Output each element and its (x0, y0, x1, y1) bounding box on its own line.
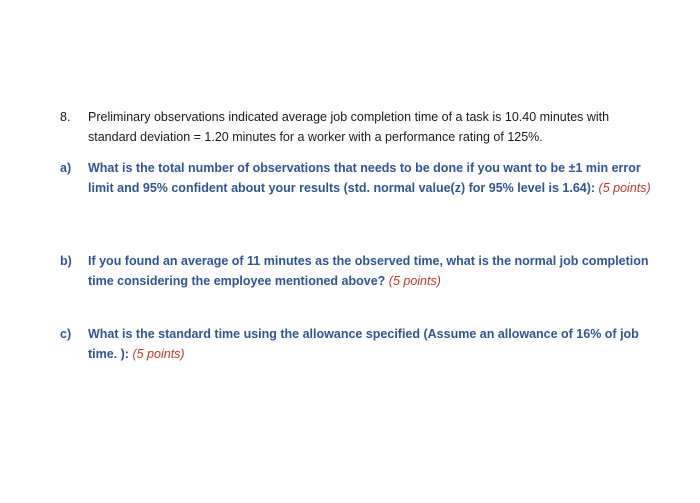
part-b-text: If you found an average of 11 minutes as the observed time, what is the normal job completion time considering the employee mentioned above? (88, 254, 649, 288)
question-number: 8. (60, 110, 71, 124)
part-c-points: (5 points) (132, 347, 185, 361)
part-c-label: c) (60, 327, 72, 341)
question-8-text: Preliminary observations indicated average job completion time of a task is 10.40 minutes with standard deviation = 1.20 minutes for a worker with a performance rating of 125%. (88, 110, 610, 144)
part-a-text: What is the total number of observations that needs to be done if you want to be ±1 min error limit and 95% confident about your results (std. normal value(z) for 95% level is 1.64): (88, 161, 641, 195)
part-b-points: (5 points) (388, 274, 441, 288)
part-c-text: What is the standard time using the allowance specified (Assume an allowance of 16% of job time. ): (88, 327, 639, 361)
part-a-label: a) (60, 161, 72, 175)
question-part-b (60, 251, 660, 291)
part-a-body (88, 158, 660, 198)
question-part-a (60, 158, 660, 198)
part-a-points: (5 points) (598, 181, 651, 195)
part-c-body (88, 324, 660, 364)
part-b-label: b) (60, 254, 72, 268)
part-b-body (88, 251, 660, 291)
question-8 (60, 107, 660, 147)
question-part-c (60, 324, 660, 364)
